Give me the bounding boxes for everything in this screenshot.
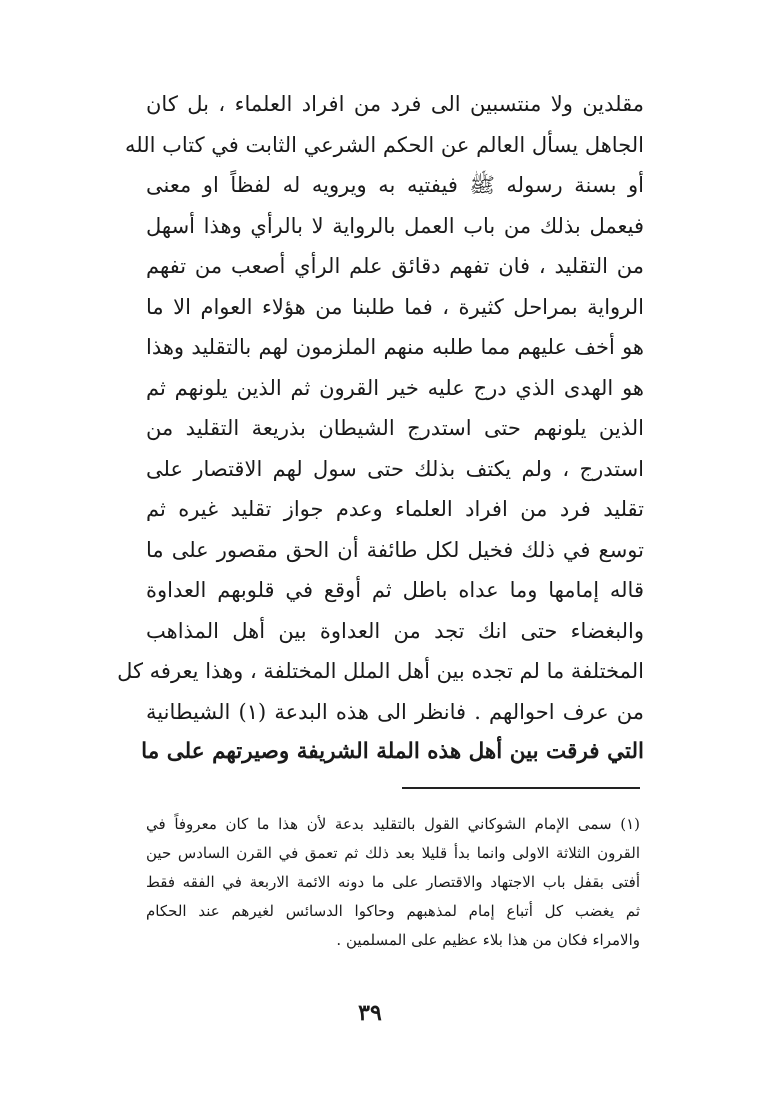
text-line: فيعمل بذلك من باب العمل بالرواية لا بالرأي وهذا أسهل: [146, 213, 644, 238]
text-line: والبغضاء حتى انك تجد من العداوة بين أهل المذاهب: [146, 618, 644, 643]
footnote-line: ثم يغضب كل أتباع إمام لمذهبهم وحاكوا الدسائس لغيرهم عند الحكام: [146, 902, 640, 920]
text-line: أو بسنة رسوله ﷺ فيفتيه به ويرويه له لفظاً او معنى: [146, 173, 644, 197]
footnote-line: أفتى بقفل باب الاجتهاد والاقتصار على ما دونه الائمة الاربعة في الفقه فقط: [146, 873, 640, 891]
text-line: توسع في ذلك فخيل لكل طائفة أن الحق مقصور على ما: [146, 537, 644, 562]
text-line: هو الهدى الذي درج عليه خير القرون ثم الذين يلونهم ثم: [146, 375, 644, 400]
footnote-line: والامراء فكان من هذا بلاء عظيم على المسلمين .: [336, 931, 640, 949]
text-line: المختلفة ما لم تجده بين أهل الملل المختلفة ، وهذا يعرفه كل: [117, 659, 644, 683]
footnote-separator: [402, 787, 640, 789]
text-line: من عرف احوالهم . فانظر الى هذه البدعة (١) الشيطانية: [146, 699, 644, 724]
text-line: قاله إمامها وما عداه باطل ثم أوقع في قلوبهم العداوة: [146, 578, 644, 602]
text-line: تقليد فرد من افراد العلماء وعدم جواز تقليد غيره ثم: [146, 497, 644, 521]
main-text-block: [117, 84, 644, 773]
text-line: الرواية بمراحل كثيرة ، فما طلبنا من هؤلاء العوام الا ما: [146, 294, 644, 319]
text-line: الجاهل يسأل العالم عن الحكم الشرعي الثابت في كتاب الله: [124, 132, 644, 157]
text-line-bold: التي فرقت بين أهل هذه الملة الشريفة وصيرتهم على ما: [141, 739, 644, 764]
text-line: استدرج ، ولم يكتف بذلك حتى سول لهم الاقتصار على: [146, 456, 644, 481]
footnote-line: القرون الثلاثة الاولى وانما بدأ قليلا بعد ذلك ثم تعمق في القرن السادس حين: [146, 844, 640, 862]
text-line: من التقليد ، فان تفهم دقائق علم الرأي أصعب من تفهم: [146, 254, 644, 278]
footnote-line: (١) سمى الإمام الشوكاني القول بالتقليد بدعة لأن هذا ما كان معروفاً في: [146, 815, 640, 833]
page-number: ٣٩: [358, 1000, 382, 1026]
footnotes-block: [146, 810, 640, 955]
text-line: مقلدين ولا منتسبين الى فرد من افراد العلماء ، بل كان: [146, 92, 644, 116]
text-line: الذين يلونهم حتى استدرج الشيطان بذريعة التقليد من: [146, 416, 644, 440]
text-line: هو أخف عليهم مما طلبه منهم الملزمون لهم بالتقليد وهذا: [146, 335, 644, 359]
